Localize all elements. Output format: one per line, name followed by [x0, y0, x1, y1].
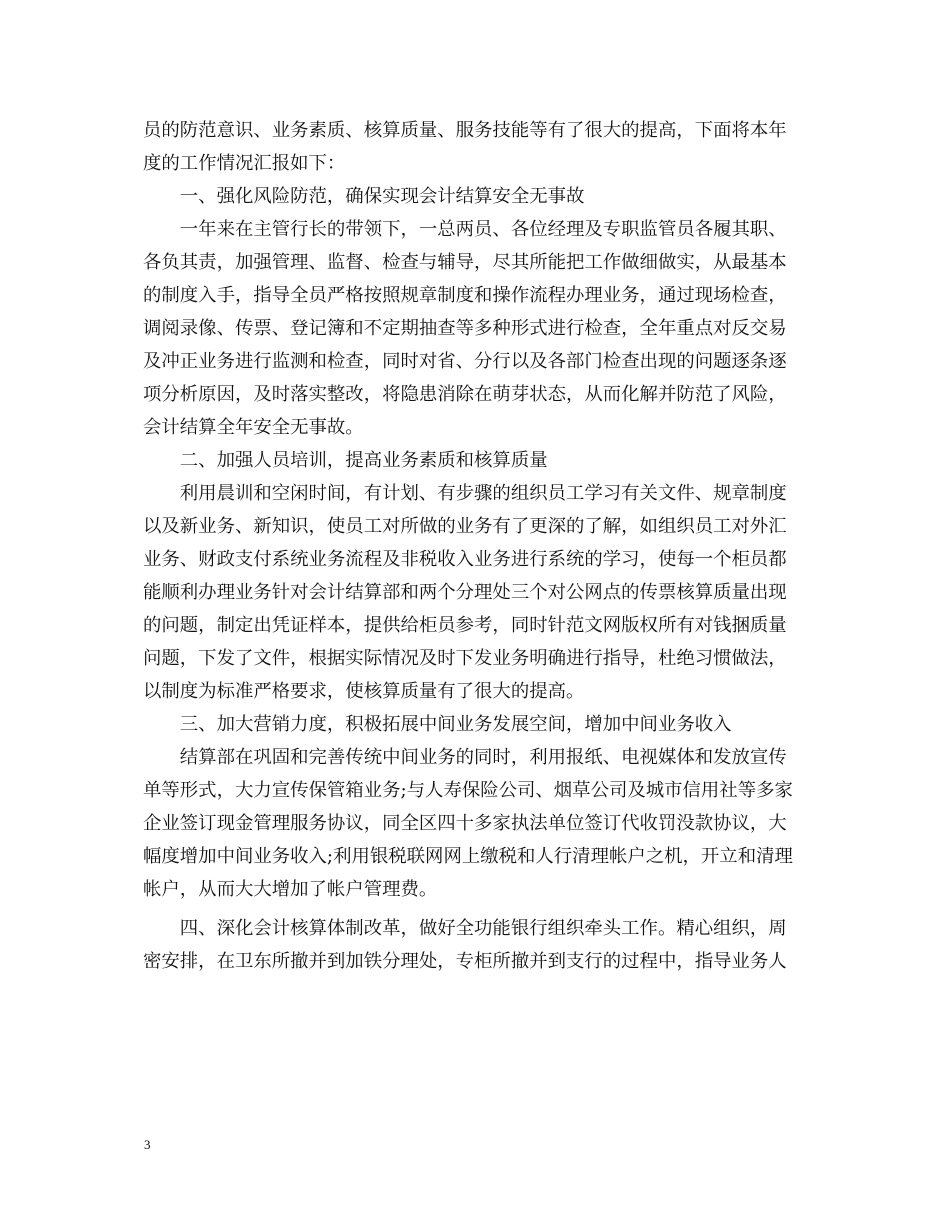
text-line: 企业签订现金管理服务协议，同全区四十多家执法单位签订代收罚没款协议，大	[143, 813, 787, 834]
section-heading: 四、深化会计核算体制改革，做好全功能银行组织牵头工作。精心组织，周	[143, 918, 787, 939]
body-text	[143, 114, 809, 978]
text-line: 帐户，从而大大增加了帐户管理费。	[143, 879, 438, 900]
text-line: 及冲正业务进行监测和检查，同时对省、分行以及各部门检查出现的问题逐条逐	[143, 351, 787, 372]
text-line: 单等形式，大力宣传保管箱业务;与人寿保险公司、烟草公司及城市信用社等多家	[143, 780, 793, 801]
page-number: 3	[144, 1137, 151, 1152]
text-line: 一年来在主管行长的带领下，一总两员、各位经理及专职监管员各履其职、	[143, 219, 787, 240]
text-line: 幅度增加中间业务收入;利用银税联网网上缴税和人行清理帐户之机，开立和清理	[143, 846, 793, 867]
text-line: 利用晨训和空闲时间，有计划、有步骤的组织员工学习有关文件、规章制度	[143, 483, 787, 504]
text-line: 各负其责，加强管理、监督、检查与辅导，尽其所能把工作做细做实，从最基本	[143, 252, 787, 273]
section-heading: 一、强化风险防范，确保实现会计结算安全无事故	[143, 186, 585, 207]
text-line: 密安排，在卫东所撤并到加铁分理处，专柜所撤并到支行的过程中，指导业务人	[143, 951, 787, 972]
text-line: 问题，下发了文件，根据实际情况及时下发业务明确进行指导，杜绝习惯做法，	[143, 648, 787, 669]
text-line: 项分析原因，及时落实整改，将隐患消除在萌芽状态，从而化解并防范了风险，	[143, 384, 787, 405]
text-line: 结算部在巩固和完善传统中间业务的同时，利用报纸、电视媒体和发放宣传	[143, 747, 787, 768]
text-line: 业务、财政支付系统业务流程及非税收入业务进行系统的学习，使每一个柜员都	[143, 549, 787, 570]
text-line: 的问题，制定出凭证样本，提供给柜员参考，同时针范文网版权所有对钱捆质量	[143, 615, 787, 636]
text-line: 以制度为标准严格要求，使核算质量有了很大的提高。	[143, 681, 585, 702]
section-heading: 二、加强人员培训，提高业务素质和核算质量	[143, 450, 548, 471]
text-line: 调阅录像、传票、登记簿和不定期抽查等多种形式进行检查，全年重点对反交易	[143, 318, 787, 339]
text-line: 度的工作情况汇报如下：	[143, 153, 346, 174]
text-line: 会计结算全年安全无事故。	[143, 417, 364, 438]
section-heading: 三、加大营销力度，积极拓展中间业务发展空间，增加中间业务收入	[143, 714, 732, 735]
text-line: 以及新业务、新知识，使员工对所做的业务有了更深的了解，如组织员工对外汇	[143, 516, 787, 537]
text-line: 能顺利办理业务针对会计结算部和两个分理处三个对公网点的传票核算质量出现	[143, 582, 787, 603]
text-line: 员的防范意识、业务素质、核算质量、服务技能等有了很大的提高，下面将本年	[143, 120, 787, 141]
text-line: 的制度入手，指导全员严格按照规章制度和操作流程办理业务，通过现场检查，	[143, 285, 787, 306]
